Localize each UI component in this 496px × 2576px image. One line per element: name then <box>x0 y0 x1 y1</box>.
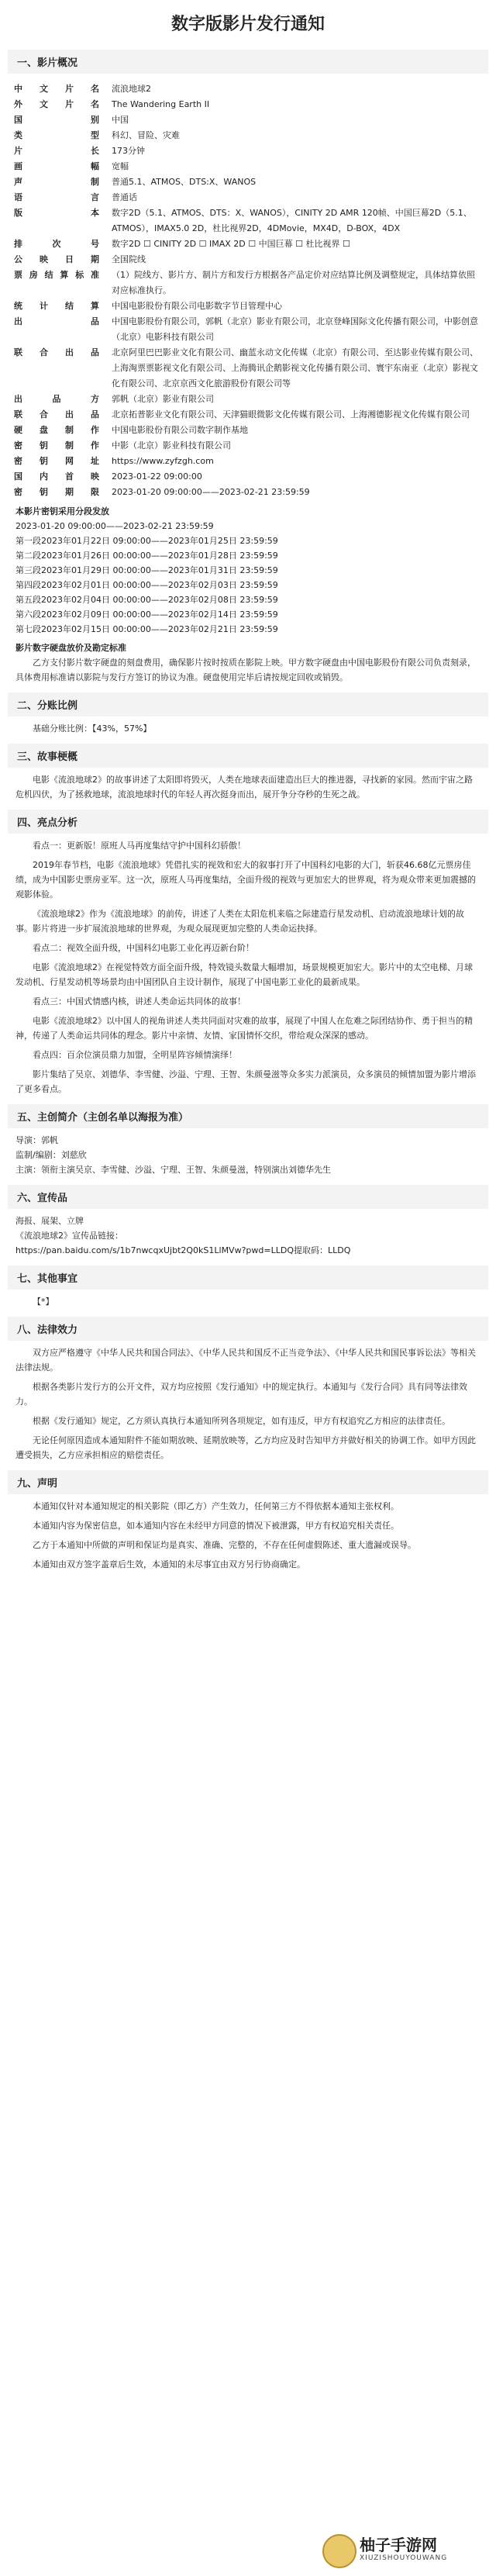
highlights-body <box>0 838 496 1096</box>
field-label: 联 合 出 品 <box>14 409 99 420</box>
field-label: 片 长 <box>14 146 99 156</box>
keys-title: 本影片密钥采用分段发放 <box>16 506 109 516</box>
field-value: 2023-01-22 09:00:00 <box>112 471 202 482</box>
field-value: 流浪地球2 <box>112 84 151 94</box>
field-label: 密 钥 网 址 <box>14 456 99 466</box>
watermark-subtext: XIUZISHOUYOUWANG <box>360 2554 448 2562</box>
section-story-heading: 三、故事梗概 <box>8 744 488 768</box>
other-text: 【*】 <box>33 1297 54 1307</box>
field-label: 国 内 首 映 <box>14 471 99 482</box>
field-value: 宽幅 <box>112 161 129 171</box>
field-value: The Wandering Earth II <box>112 99 210 109</box>
field-value: 普通5.1、ATMOS、DTS:X、WANOS <box>112 177 257 187</box>
ending-paragraph: 乙方于本通知中所做的声明和保证均是真实、准确、完整的，不存在任何虚假陈述、重大遗漏或误导。 <box>33 1540 416 1550</box>
field-value: 普通话 <box>112 192 137 202</box>
legal-paragraph: 双方应严格遵守《中华人民共和国合同法》、《中华人民共和国反不正当竞争法》、《中华人民共和国民事诉讼法》等相关法律法规。 <box>16 1348 476 1373</box>
disk-title: 影片数字硬盘放价及勘定标准 <box>16 643 126 653</box>
field-label: 硬 盘 制 作 <box>14 425 99 435</box>
field-label: 密 钥 期 限 <box>14 487 99 497</box>
materials-line: 海报、展架、立牌 <box>16 1216 84 1226</box>
overview-field-row <box>14 190 482 205</box>
section-highlights-heading: 四、亮点分析 <box>8 810 488 834</box>
ending-paragraph: 本通知由双方签字盖章后生效，本通知的未尽事宜由双方另行协商确定。 <box>33 1559 305 1569</box>
ending-paragraph: 本通知内容为保密信息，如本通知内容在未经甲方同意的情况下被泄露，甲方有权追究相关责任。 <box>33 1521 399 1531</box>
overview-field-row <box>14 143 482 159</box>
overview-field-row <box>14 469 482 485</box>
highlight-paragraph: 看点三：中国式情感内核，讲述人类命运共同体的故事！ <box>33 996 246 1007</box>
field-label: 语 言 <box>14 192 99 202</box>
field-label: 中 文 片 名 <box>14 84 99 94</box>
field-label: 国 别 <box>14 115 99 125</box>
highlight-paragraph: 影片集结了吴京、刘德华、李雪健、沙溢、宁理、王智、朱颜曼滋等众多实力派演员，众多演员的倾情加盟为影片增添了更多看点。 <box>16 1069 476 1094</box>
highlight-paragraph: 电影《流浪地球2》以中国人的视角讲述人类共同面对灾难的故事，展现了中国人在危难之际团结协作、勇于担当的精神，传递了人类命运共同体的理念。影片中亲情、友情、家国情怀交织，带给观众深深的感动。 <box>16 1016 473 1041</box>
document-title: 数字版影片发行通知 <box>170 15 325 34</box>
cast-line: 导演：郭帆 <box>16 1135 58 1145</box>
highlight-paragraph: 电影《流浪地球2》在视觉特效方面全面升级，特效镜头数量大幅增加，场景规模更加宏大。影片中的太空电梯、月球发动机、行星发动机等场景均由中国团队自主设计制作，展现了中国电影工业化的最新成果。 <box>16 962 473 987</box>
field-label: 票房结算标准 <box>14 270 99 280</box>
field-label: 声 制 <box>14 177 99 187</box>
legal-paragraph: 根据各类影片发行方的公开文件，双方均应按照《发行通知》中的规定执行。本通知与《发行合同》具有同等法律效力。 <box>16 1382 467 1407</box>
field-value: 全国院线 <box>112 254 146 264</box>
highlight-paragraph: 看点四：百余位演员鼎力加盟，全明星阵容倾情演绎！ <box>33 1050 237 1060</box>
field-label: 出 品 <box>14 316 99 326</box>
overview-fields <box>0 78 496 500</box>
overview-field-row <box>14 174 482 190</box>
cast-body <box>0 1133 496 1177</box>
highlight-paragraph: 看点二：视效全面升级，中国科幻电影工业化再迈新台阶！ <box>33 943 254 953</box>
legal-paragraph: 根据《发行通知》规定，乙方须认真执行本通知所列各项规定，如有违反，甲方有权追究乙方相应的法律责任。 <box>33 1416 450 1426</box>
field-label: 类 型 <box>14 130 99 140</box>
overview-field-row <box>14 205 482 237</box>
overview-field-row <box>14 314 482 345</box>
field-value: 数字2D（5.1、ATMOS、DTS：X、WANOS），CINITY 2D AMR 120帧、中国巨幕2D（5.1、ATMOS），IMAX5.0 2D，杜比视界2D，4DMovie，MX4D，D-BOX，4DX <box>112 208 472 233</box>
overview-field-row <box>14 128 482 143</box>
overview-field-row <box>14 252 482 268</box>
overview-field-row <box>14 112 482 128</box>
overview-field-row <box>14 485 482 500</box>
key-period: 第四段2023年02月01日 00:00:00——2023年02月03日 23:59:59 <box>16 580 278 590</box>
field-value: 北京阿里巴巴影业文化有限公司、幽蓝永动文化传媒（北京）有限公司、至达影业传媒有限公司、上海淘票票影视文化有限公司、上海腾讯企鹅影视文化传播有限公司、寰宇东南亚（北京）影视文化有限公司、北京京西文化旅游股份有限公司等 <box>112 347 478 388</box>
distribution-text: 基础分账比例：【43%，57%】 <box>33 723 152 734</box>
overview-field-row <box>14 81 482 97</box>
key-period: 第二段2023年01月26日 00:00:00——2023年01月28日 23:59:59 <box>16 551 278 561</box>
watermark-logo-icon <box>322 2534 356 2568</box>
materials-line: https://pan.baidu.com/s/1b7nwcqxUjbt2Q0kS1LlMVw?pwd=LLDQ提取码：LLDQ <box>16 1245 351 1255</box>
overview-field-row <box>14 407 482 423</box>
field-label: 外 文 片 名 <box>14 99 99 109</box>
field-value: https://www.zyfzgh.com <box>112 456 214 466</box>
field-value: 中影（北京）影业科技有限公司 <box>112 440 231 451</box>
overview-field-row <box>14 423 482 438</box>
field-value: 2023-01-20 09:00:00——2023-02-21 23:59:59 <box>112 487 310 497</box>
field-label: 出 品 方 <box>14 394 99 404</box>
key-period: 第五段2023年02月04日 00:00:00——2023年02月08日 23:59:59 <box>16 595 278 605</box>
overview-field-row <box>14 97 482 112</box>
highlight-paragraph: 看点一：更新版！原班人马再度集结守护中国科幻骄傲！ <box>33 841 246 851</box>
field-value: （1）院线方、影片方、制片方和发行方根据各产品定价对应结算比例及调整规定，具体结算依照对应标准执行。 <box>112 270 475 295</box>
legal-paragraph: 无论任何原因造成本通知附件不能如期放映、延期放映等，乙方均应及时告知甲方并做好相关的协调工作。如甲方因此遭受损失，乙方应承担相应的赔偿责任。 <box>16 1435 476 1460</box>
cast-line: 监制/编剧：刘慈欣 <box>16 1150 87 1160</box>
overview-field-row <box>14 237 482 252</box>
key-period: 第七段2023年02月15日 00:00:00——2023年02月21日 23:59:59 <box>16 624 278 634</box>
key-period: 第三段2023年01月29日 00:00:00——2023年01月31日 23:59:59 <box>16 565 278 575</box>
materials-body <box>0 1214 496 1258</box>
key-period: 第一段2023年01月22日 09:00:00——2023年01月25日 23:59:59 <box>16 536 278 546</box>
overview-field-row <box>14 299 482 314</box>
section-legal-heading: 八、法律效力 <box>8 1317 488 1341</box>
field-value: 科幻、冒险、灾难 <box>112 130 180 140</box>
cast-line: 主演：领衔主演吴京、李雪健、沙溢、宁理、王智、朱颜曼滋，特别演出刘德华先生 <box>16 1165 331 1175</box>
section-other-heading: 七、其他事宜 <box>8 1266 488 1290</box>
section-materials-heading: 六、宣传品 <box>8 1185 488 1209</box>
field-value: 数字2D ☐ CINITY 2D ☐ IMAX 2D ☐ 中国巨幕 ☐ 杜比视界 ☐ <box>112 239 350 249</box>
overview-field-row <box>14 159 482 174</box>
overview-field-row <box>14 392 482 407</box>
field-value: 郭帆（北京）影业有限公司 <box>112 394 214 404</box>
field-value: 中国电影股份有限公司，郭帆（北京）影业有限公司，北京登峰国际文化传播有限公司，中影创意（北京）电影科技有限公司 <box>112 316 478 342</box>
field-label: 版 本 <box>14 208 99 218</box>
field-label: 公 映 日 期 <box>14 254 99 264</box>
materials-line: 《流浪地球2》宣传品链接： <box>16 1231 123 1241</box>
site-watermark <box>322 2533 477 2568</box>
field-label: 画 幅 <box>14 161 99 171</box>
overview-field-row <box>14 345 482 392</box>
field-label: 排 次 号 <box>14 239 99 249</box>
field-value: 中国电影股份有限公司电影数字节目管理中心 <box>112 301 282 311</box>
overview-field-row <box>14 438 482 454</box>
highlight-paragraph: 《流浪地球2》作为《流浪地球》的前传，讲述了人类在太阳危机来临之际建造行星发动机、启动流浪地球计划的故事。影片将进一步扩展流浪地球的世界观，为观众展现更加完整的人类命运抉择。 <box>16 909 464 934</box>
field-value: 北京拓普影业文化有限公司、天津猫眼微影文化传媒有限公司、上海湘德影视文化传媒有限公司 <box>112 409 470 420</box>
section-distribution-heading: 二、分账比例 <box>8 692 488 717</box>
ending-body <box>0 1499 496 1572</box>
field-label: 统 计 结 算 <box>14 301 99 311</box>
key-period: 第六段2023年02月09日 00:00:00——2023年02月14日 23:59:59 <box>16 609 278 620</box>
section-ending-heading: 九、声明 <box>8 1470 488 1494</box>
story-text: 电影《流浪地球2》的故事讲述了太阳即将毁灭，人类在地球表面建造出巨大的推进器，寻找新的家园。然而宇宙之路危机四伏，为了拯救地球，流浪地球时代的年轻人再次挺身而出，展开争分夺秒的生死之战。 <box>16 775 473 799</box>
field-label: 联 合 出 品 <box>14 347 99 357</box>
ending-paragraph: 本通知仅针对本通知规定的相关影院（即乙方）产生效力，任何第三方不得依据本通知主张权利。 <box>33 1501 399 1511</box>
key-period: 2023-01-20 09:00:00——2023-02-21 23:59:59 <box>16 521 214 531</box>
disk-text: 乙方支付影片数字硬盘的刻盘费用，确保影片按时按质在影院上映。甲方数字硬盘由中国电影股份有限公司负责刻录，具体费用标准请以影院与发行方签订的协议为准。硬盘使用完毕后请按规定回收或销毁。 <box>16 658 476 682</box>
highlight-paragraph: 2019年春节档，电影《流浪地球》凭借扎实的视效和宏大的叙事打开了中国科幻电影的大门，斩获46.68亿元票房佳绩，成为中国影史票房亚军。这一次，原班人马再度集结，全面升级的视效与更加宏大的世界观，将为观众带来更加震撼的观影体验。 <box>16 860 476 900</box>
watermark-text: 柚子手游网 <box>360 2536 437 2554</box>
overview-field-row <box>14 454 482 469</box>
section-overview-heading: 一、影片概况 <box>8 50 488 74</box>
field-value: 中国 <box>112 115 129 125</box>
field-label: 密 钥 制 作 <box>14 440 99 451</box>
key-schedule <box>0 519 496 637</box>
field-value: 173分钟 <box>112 146 145 156</box>
legal-body <box>0 1345 496 1462</box>
overview-field-row <box>14 268 482 299</box>
section-cast-heading: 五、主创简介（主创名单以海报为准） <box>8 1104 488 1128</box>
field-value: 中国电影股份有限公司数字制作基地 <box>112 425 248 435</box>
